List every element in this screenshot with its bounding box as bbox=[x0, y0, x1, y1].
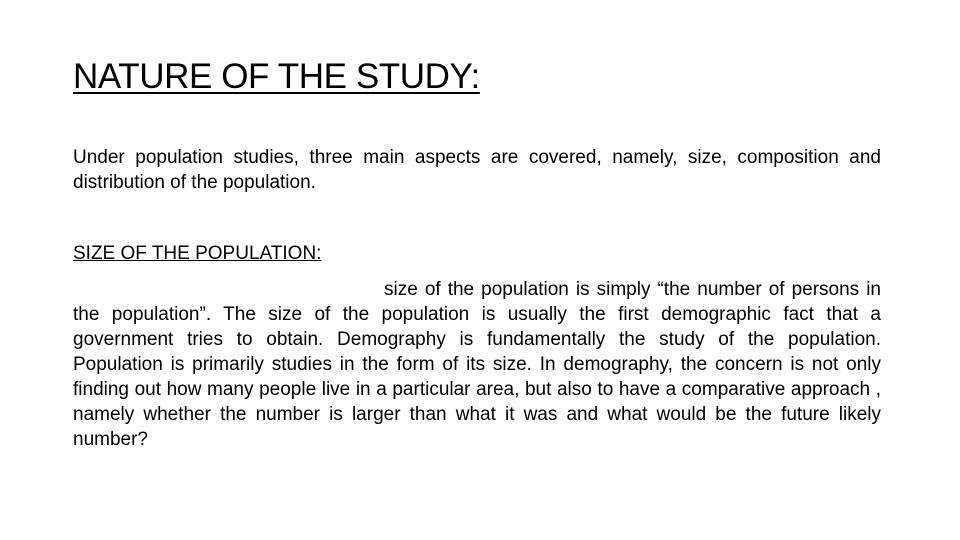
slide-title: NATURE OF THE STUDY: bbox=[73, 57, 480, 96]
section-body: size of the population is simply “the number of persons in the population”. The size of the population is usually the first demographic fact that a government tries to obtain. Demography is fundamentally the study of the population. Population is primarily studies in the form of its size. In demography, the concern is not only finding out how many people live in a particular area, but also to have a comparative approach , namely whether the number is larger than what it was and what would be the future likely number? bbox=[73, 279, 881, 450]
section-heading: SIZE OF THE POPULATION: bbox=[73, 243, 322, 264]
intro-paragraph: Under population studies, three main aspects are covered, namely, size, composition and distribution of the population. bbox=[73, 147, 881, 193]
